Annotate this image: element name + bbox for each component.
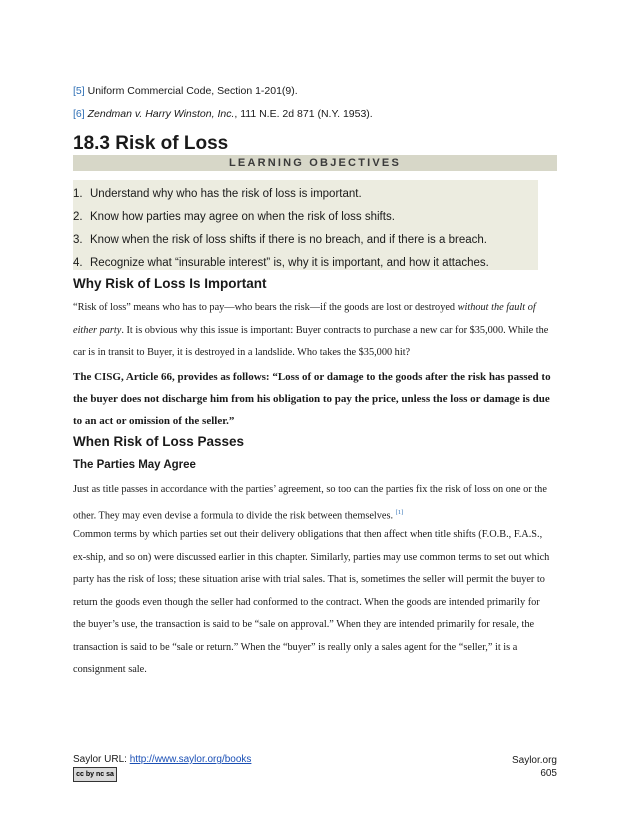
- parties-paragraph-1: [73, 479, 553, 527]
- objective-number: 2.: [73, 211, 83, 223]
- objective-number: 1.: [73, 188, 83, 200]
- objective-number: 4.: [73, 257, 83, 269]
- footer-url-link[interactable]: http://www.saylor.org/books: [129, 754, 252, 765]
- section-title: 18.3 Risk of Loss: [73, 133, 229, 154]
- objective-number: 3.: [73, 234, 83, 246]
- footer-url-label: Saylor URL:: [73, 754, 130, 765]
- why-heading: Why Risk of Loss Is Important: [73, 276, 267, 291]
- why-paragraph: [73, 297, 553, 365]
- footer-url: [73, 754, 251, 765]
- why-paragraph-text-end: . It is obvious why this issue is important: Buyer contracts to purchase a new car for $35,000. While the car is in transit to Buyer, it is destroyed in a landslide. Who takes the $35,000 hit?: [73, 324, 549, 358]
- why-paragraph-italic: without the fault of either party: [73, 302, 536, 336]
- objective-text: Know how parties may agree on when the risk of loss shifts.: [90, 211, 395, 223]
- learning-objectives-box: [73, 180, 538, 270]
- why-paragraph-text: “Risk of loss” means who has to pay—who bears the risk—if the goods are lost or destroyed: [73, 302, 458, 313]
- objective-text: Understand why who has the risk of loss is important.: [90, 188, 362, 200]
- footnote-ref-1[interactable]: [1]: [395, 508, 404, 516]
- cc-license-badge: cc by nc sa: [73, 767, 117, 782]
- footnote-6: [73, 108, 373, 120]
- footnote-ref-6[interactable]: [6]: [73, 108, 85, 120]
- when-heading: When Risk of Loss Passes: [73, 434, 245, 449]
- footer-right: [512, 754, 557, 780]
- footnote-5: [73, 85, 298, 97]
- footnote-cite-6: , 111 N.E. 2d 871 (N.Y. 1953).: [234, 108, 373, 120]
- objective-text: Recognize what “insurable interest” is, why it is important, and how it attaches.: [90, 257, 489, 269]
- footnote-ref-5[interactable]: [5]: [73, 85, 85, 97]
- footnote-text-5: Uniform Commercial Code, Section 1-201(9).: [87, 85, 298, 97]
- footnote-case-6: Zendman v. Harry Winston, Inc.: [87, 108, 235, 120]
- parties-paragraph-1-text: Just as title passes in accordance with the parties’ agreement, so too can the parties fix the risk of loss on one or the other. They may even devise a formula to divide the risk between themselves.: [73, 484, 547, 521]
- learning-objectives-heading: LEARNING OBJECTIVES: [73, 155, 557, 171]
- footer-site: Saylor.org: [511, 755, 557, 766]
- parties-heading: The Parties May Agree: [73, 459, 196, 471]
- objective-text: Know when the risk of loss shifts if there is no breach, and if there is a breach.: [90, 234, 487, 246]
- cisg-quote: The CISG, Article 66, provides as follows: “Loss of or damage to the goods after the risk has passed to the buyer does not discharge him from his obligation to pay the price, unless the loss or damage is due to an act or omission of the seller.”: [73, 371, 551, 427]
- parties-paragraph-2: Common terms by which parties set out their delivery obligations that then affect when title shifts (F.O.B., F.A.S., ex-ship, and so on) were discussed earlier in this chapter. Similarly, parties may use common terms to set out which party has the risk of loss; these situation arise with trial sales. That is, sometimes the seller will permit the buyer to return the goods even though the seller had conformed to the contract. When the goods are intended primarily for the buyer’s use, the transaction is said to be “sale on approval.” When they are intended primarily for resale, the transaction is said to be “sale or return.” When the “buyer” is really only a sales agent for the “seller,” it is a consignment sale.: [73, 529, 550, 675]
- page-number: 605: [540, 768, 557, 779]
